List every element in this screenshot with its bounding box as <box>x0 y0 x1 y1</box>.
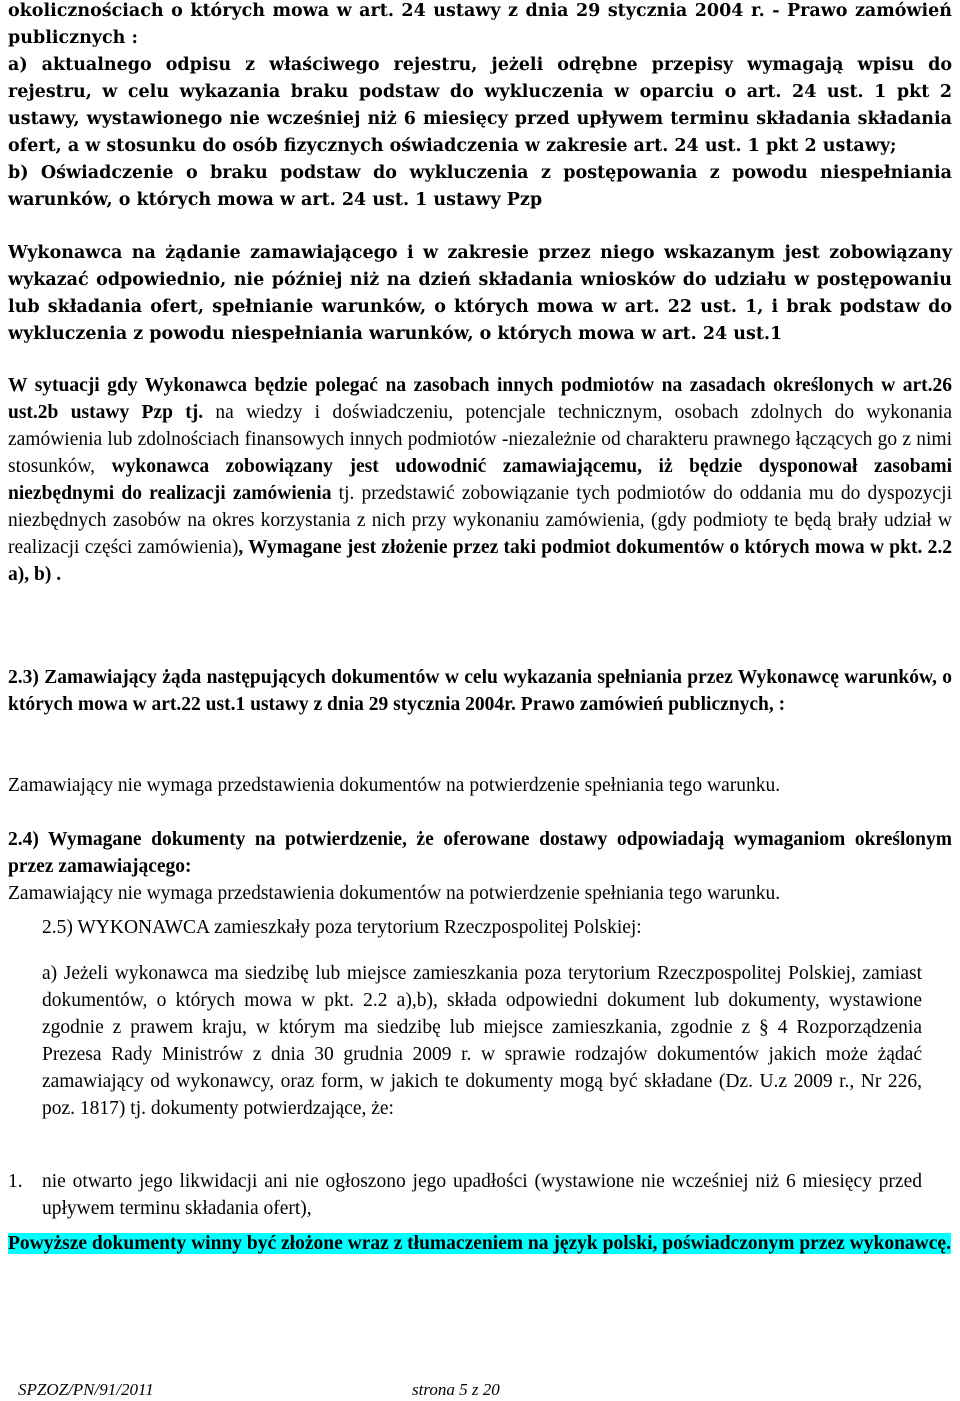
zasoby-normal-2: tj. przedstawić zobowiązanie tych podmiotów do oddania mu do dyspozycji niezbędnych zasobów na okres korzystania z nich przy wykonaniu zamówienia, (gdy podmioty te będą brały udział w realizacji części zamówienia) <box>8 483 952 558</box>
section-2-5-item-1: nie otwarto jego likwidacji ani nie ogłoszono jego upadłości (wystawione nie wcześniej niż 6 miesięcy przed upływem terminu składania ofert), <box>42 1171 922 1219</box>
section-2-3-bold: 2.3) Zamawiający żąda następujących dokumentów w celu wykazania spełniania przez Wykonawcę warunków, o których mowa w art.22 ust.1 ustawy z dnia 29 stycznia 2004r. <box>8 667 952 715</box>
highlighted-notice <box>8 1230 952 1257</box>
paragraph-zasoby-innych-podmiotow <box>8 372 952 588</box>
footer-reference: SPZOZ/PN/91/2011 <box>18 1380 154 1399</box>
paragraph-wykonawca-na-zadanie: Wykonawca na żądanie zamawiającego i w zakresie przez niego wskazanym jest zobowiązany wykazać odpowiednio, nie później niż na dzień składania wniosków do udziału w postępowaniu lub składania ofert, spełnianie warunków, o których mowa w art. 22 ust. 1, i brak podstaw do wykluczenia z powodu niespełniania warunków, o których mowa w art. 24 ust.1 <box>8 243 952 344</box>
section-2-3-heading <box>8 664 952 718</box>
zasoby-bold-2: wykonawca zobowiązany jest udowodnić zamawiającemu, iż będzie dysponował zasobami niezbędnymi do realizacji zamówienia <box>8 456 952 504</box>
section-2-4-heading: 2.4) Wymagane dokumenty na potwierdzenie, że oferowane dostawy odpowiadają wymaganiom określonym przez zamawiającego: <box>8 829 952 877</box>
section-2-3-note: Zamawiający nie wymaga przedstawienia dokumentów na potwierdzenie spełniania tego warunku. <box>8 775 781 796</box>
section-2-4-note: Zamawiający nie wymaga przedstawienia dokumentów na potwierdzenie spełniania tego warunku. <box>8 883 781 904</box>
zasoby-normal-1: na wiedzy i doświadczeniu, potencjale technicznym, osobach zdolnych do wykonania zamówienia lub zdolnościach finansowych innych podmiotów -niezależnie od charakteru prawnego łączących go z nimi stosunków, <box>8 402 952 477</box>
section-2-3-tail: Prawo zamówień publicznych, : <box>515 694 786 715</box>
section-2-5-item-a: a) Jeżeli wykonawca ma siedzibę lub miejsce zamieszkania poza terytorium Rzeczpospolitej Polskiej, zamiast dokumentów, o których mowa w pkt. 2.2 a),b), składa odpowiedni dokument lub dokumenty, wystawione zgodnie z prawem kraju, w którym ma siedzibę lub miejsce zamieszkania, zgodnie z § 4 Rozporządzenia Prezesa Rady Ministrów z dnia 30 grudnia 2009 r. w sprawie rodzajów dokumentów jakich może żądać zamawiający od wykonawcy, oraz form, w jakich te dokumenty mogą być składane (Dz. U.z 2009 r., Nr 226, poz. 1817) tj. dokumenty potwierdzające, że: <box>42 963 922 1119</box>
page-footer <box>18 1380 500 1400</box>
item-a-aktualny-odpis: a) aktualnego odpisu z właściwego rejestru, jeżeli odrębne przepisy wymagają wpisu do rejestru, w celu wykazania braku podstaw do wykluczenia w oparciu o art. 24 ust. 1 pkt 2 ustawy, wystawionego nie wcześniej niż 6 miesięcy przed upływem terminu składania składania ofert, a w stosunku do osób fizycznych oświadczenia w zakresie art. 24 ust. 1 pkt 2 ustawy; <box>8 55 952 156</box>
intro-line: okolicznościach o których mowa w art. 24 ustawy z dnia 29 stycznia 2004 r. - Prawo zamówień publicznych : <box>8 1 952 48</box>
section-2-5-heading: 2.5) WYKONAWCA zamieszkały poza terytorium Rzeczpospolitej Polskiej: <box>42 917 642 938</box>
item-b-oswiadczenie: b) Oświadczenie o braku podstaw do wykluczenia z postępowania z powodu niespełniania warunków, o których mowa w art. 24 ust. 1 ustawy Pzp <box>8 163 952 210</box>
zasoby-bold-3: , Wymagane jest złożenie przez taki podmiot dokumentów o których mowa w pkt. 2.2 a), b) . <box>8 537 952 585</box>
list-number-1: 1. <box>8 1171 23 1192</box>
highlighted-notice-text: Powyższe dokumenty winny być złożone wraz z tłumaczeniem na język polski, poświadczonym przez wykonawcę. <box>8 1233 951 1254</box>
zasoby-bold-1: W sytuacji gdy Wykonawca będzie polegać na zasobach innych podmiotów na zasadach określonych w art.26 ust.2b ustawy Pzp tj. <box>8 375 952 423</box>
footer-page-number: strona 5 z 20 <box>412 1380 500 1399</box>
